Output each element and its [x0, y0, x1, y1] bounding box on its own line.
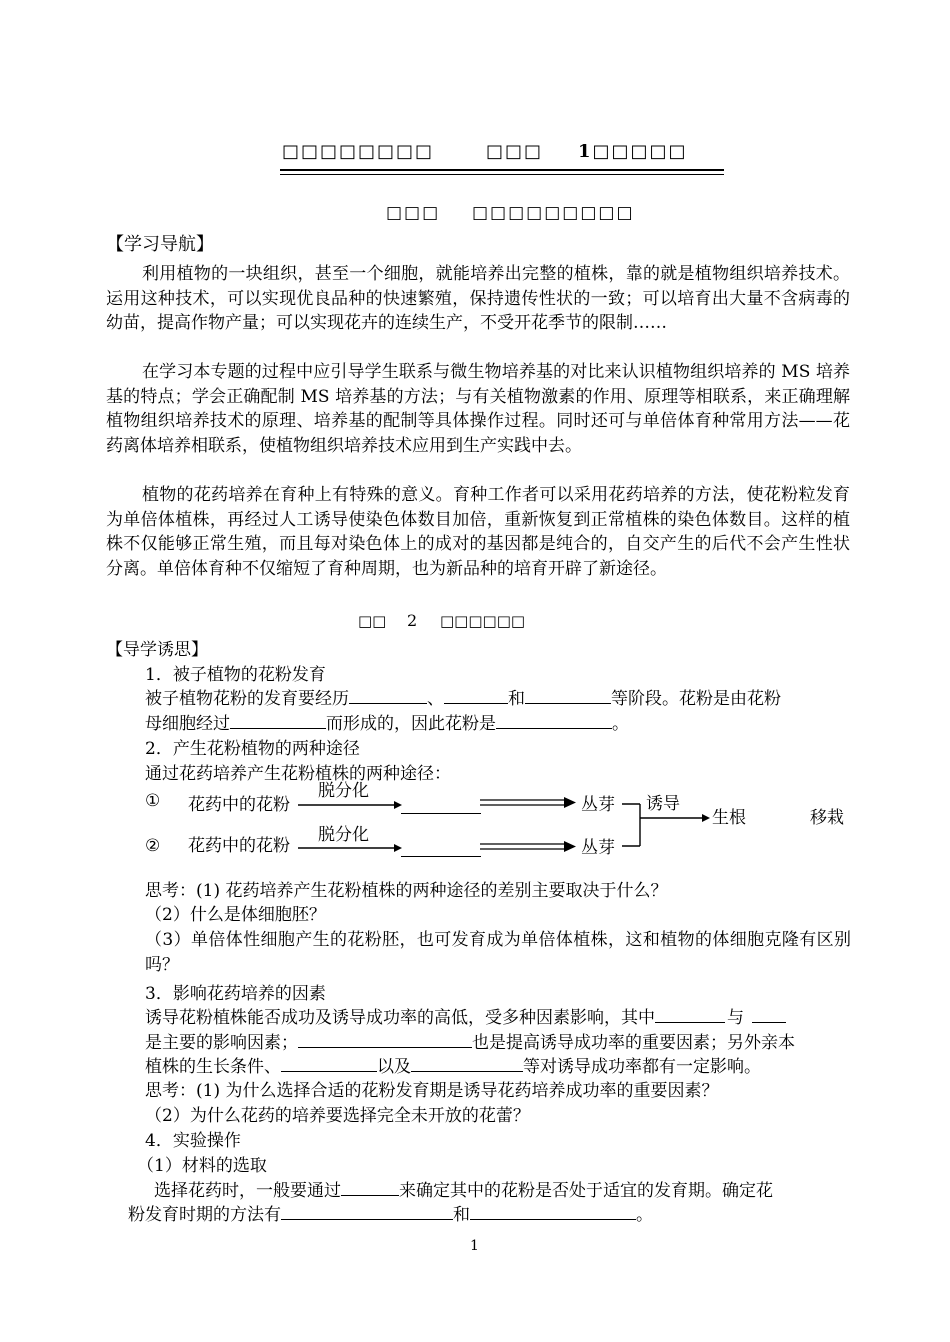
subsection-label-right: □□□□□□	[440, 612, 526, 630]
route-1-arrow-icon	[298, 800, 402, 810]
fill-blank[interactable]	[281, 1055, 377, 1072]
think-4: 思考：(1) 为什么选择合适的花粉发育期是诱导花药培养成功率的重要因素？	[145, 1081, 719, 1101]
s3-line-2: 是主要的影响因素； 也是提高诱导成功率的重要因素；另外亲本	[145, 1033, 795, 1053]
route-1-bud: 丛芽	[581, 795, 615, 815]
s3-line-3: 植株的生长条件、 以及 等对诱导成功率都有一定影响。	[145, 1057, 761, 1077]
think-5: （2）为什么花药的培养要选择完全未开放的花蕾？	[145, 1106, 530, 1126]
route-1-double-arrow-icon	[480, 796, 576, 810]
s1-line-2: 母细胞经过 而形成的，因此花粉是 。	[145, 714, 629, 734]
fill-blank[interactable]	[341, 1179, 399, 1196]
think-3: （3）单倍体性细胞产生的花粉胚，也可发育成为单倍体植株，这和植物的体细胞克隆有区别吗？	[145, 930, 851, 975]
doc-title-mid: □□□	[486, 141, 544, 162]
route-2-dediff-label: 脱分化	[318, 825, 369, 845]
subsection-number: 2	[407, 611, 418, 630]
route-2-start: 花药中的花粉	[188, 836, 290, 856]
fill-blank[interactable]	[655, 1006, 725, 1023]
think-1: 思考：(1) 花药培养产生花粉植株的两种途径的差别主要取决于什么？	[145, 881, 668, 901]
fill-blank[interactable]	[525, 687, 611, 704]
title-double-rule	[280, 169, 724, 175]
study-nav-paragraph-2: 在学习本专题的过程中应引导学生联系与微生物培养基的对比来认识植物组织培养的 MS 培养基的特点；学会正确配制 MS 培养基的方法；与有关植物激素的作用、原理等相联系，来正确理解植物组织培养技术的原理、培养基的配制等具体操作过程。同时还可与单倍体育种常用方法——花药离体培养相联系，使植物组织培养技术应用到生产实践中去。	[106, 362, 850, 456]
route-1-dediff-label: 脱分化	[318, 781, 369, 801]
fill-blank[interactable]	[496, 712, 612, 729]
fill-blank[interactable]	[444, 687, 508, 704]
route-2-arrow-icon	[298, 843, 402, 853]
route-2-blank[interactable]	[401, 840, 481, 857]
fill-blank[interactable]	[349, 687, 427, 704]
induce-label: 诱导	[646, 794, 680, 814]
fill-blank[interactable]	[298, 1031, 472, 1048]
s4-subtitle: （1）材料的选取	[137, 1156, 267, 1176]
s2-intro: 通过花药培养产生花粉植株的两种途径：	[145, 764, 451, 784]
root-label: 生根	[712, 808, 746, 828]
transplant-label: 移栽	[810, 808, 844, 828]
study-nav-paragraph-1: 利用植物的一块组织，甚至一个细胞，就能培养出完整的植株，靠的就是植物组织培养技术。运用这种技术，可以实现优良品种的快速繁殖，保持遗传性状的一致；可以培育出大量不含病毒的幼苗，提高作物产量；可以实现花卉的连续生产，不受开花季节的限制……	[106, 264, 850, 333]
route-2-double-arrow-icon	[480, 840, 576, 854]
route-1-number: ①	[145, 791, 161, 811]
think-2: （2）什么是体细胞胚？	[145, 905, 326, 925]
subsection-label-left: □□	[358, 612, 387, 630]
route-2-number: ②	[145, 836, 161, 856]
s2-title: 2．产生花粉植物的两种途径	[145, 739, 360, 759]
section-title: □□□□□□□□□	[472, 203, 635, 223]
route-1-blank[interactable]	[401, 797, 481, 814]
fill-blank[interactable]	[752, 1006, 786, 1023]
s4-line-1: 选择花药时，一般要通过 来确定其中的花粉是否处于适宜的发育期。确定花	[154, 1181, 773, 1201]
fill-blank[interactable]	[411, 1055, 523, 1072]
s1-title: 1．被子植物的花粉发育	[145, 665, 326, 685]
s4-title: 4．实验操作	[145, 1131, 241, 1151]
study-nav-heading: 【学习导航】	[106, 234, 214, 255]
route-2-bud: 丛芽	[581, 838, 615, 858]
s3-title: 3．影响花药培养的因素	[145, 984, 326, 1004]
s1-line-1: 被子植物花粉的发育要经历 、 和 等阶段。花粉是由花粉	[145, 689, 781, 709]
page-number: 1	[470, 1238, 479, 1254]
section-label: □□□	[386, 203, 441, 223]
fill-blank[interactable]	[230, 712, 326, 729]
s3-line-1: 诱导花粉植株能否成功及诱导成功率的高低，受多种因素影响，其中 与	[145, 1006, 786, 1030]
doc-title-right: 1□□□□□	[578, 141, 688, 162]
study-nav-paragraph-3: 植物的花药培养在育种上有特殊的意义。育种工作者可以采用花药培养的方法，使花粉粒发育为单倍体植株，再经过人工诱导使染色体数目加倍，重新恢复到正常植株的染色体数目。这样的植株不仅能够正常生殖，而且每对染色体上的成对的基因都是纯合的，自交产生的后代不会产生性状分离。单倍体育种不仅缩短了育种周期，也为新品种的培育开辟了新途径。	[106, 485, 850, 579]
fill-blank[interactable]	[281, 1203, 453, 1220]
fill-blank[interactable]	[470, 1203, 636, 1220]
doc-title-left: □□□□□□□□	[282, 141, 435, 162]
route-1-start: 花药中的花粉	[188, 795, 290, 815]
guide-heading: 【导学诱思】	[106, 640, 208, 660]
s4-line-2: 粉发育时期的方法有 和 。	[128, 1205, 653, 1225]
